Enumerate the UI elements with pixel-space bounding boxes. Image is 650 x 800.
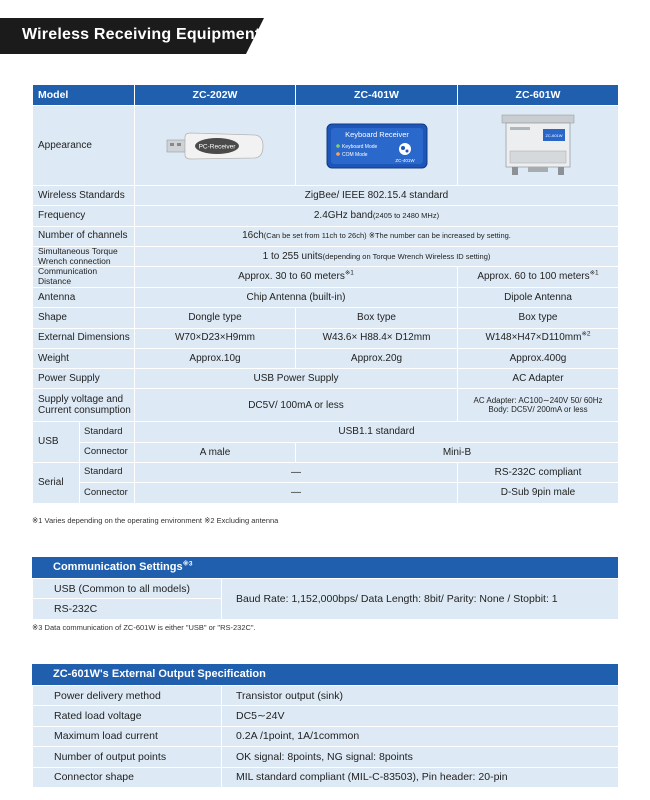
channels-note: (Can be set from 11ch to 26ch) ※The number can be increased by setting.	[263, 231, 511, 241]
channels-cell	[135, 226, 619, 246]
channels-value: 16ch	[242, 230, 264, 242]
shape-v2: Box type	[296, 308, 458, 328]
wireless-label: Wireless Standards	[33, 186, 135, 206]
communication-settings-block	[32, 557, 618, 620]
simultaneous-row	[33, 246, 619, 267]
serial-standard-v3: RS-232C compliant	[458, 463, 619, 483]
receiver-mode1: Keyboard Mode	[341, 143, 377, 150]
frequency-row	[33, 206, 619, 226]
spec-table	[32, 84, 619, 504]
weight-v2: Approx.20g	[296, 348, 458, 368]
usb-standard-value: USB1.1 standard	[135, 422, 619, 442]
supply-v12: DC5V/ 100mA or less	[135, 389, 458, 422]
wireless-value: ZigBee/ IEEE 802.15.4 standard	[135, 186, 619, 206]
external-output-title: ZC-601W's External Output Specification	[32, 664, 618, 685]
dongle-label: PC-Receiver	[198, 143, 236, 150]
header-zc601w: ZC-601W	[458, 85, 619, 106]
serial-standard-label: Standard	[80, 463, 135, 483]
usb-dongle-image	[165, 128, 265, 164]
distance-v12: Approx. 30 to 60 meters	[238, 271, 345, 283]
output-row	[33, 726, 619, 746]
simultaneous-label-line1: Simultaneous Torque	[38, 245, 118, 256]
distance-v3-sup: ※1	[589, 270, 599, 278]
receiver-model: ZC-401W	[394, 157, 415, 163]
weight-label: Weight	[33, 348, 135, 368]
receiver-title: Keyboard Receiver	[344, 129, 409, 139]
weight-v1: Approx.10g	[135, 348, 296, 368]
shape-v1: Dongle type	[135, 308, 296, 328]
distance-v3: Approx. 60 to 100 meters	[477, 271, 590, 283]
supply-row	[33, 389, 619, 422]
footnote-3: ※3 Data communication of ZC-601W is either "USB" or "RS-232C".	[32, 623, 256, 632]
box-label: ZC-601W	[545, 132, 563, 138]
distance-v3-cell	[458, 267, 619, 288]
simultaneous-cell	[135, 246, 619, 267]
comm-rs232-label: RS-232C	[33, 599, 222, 619]
usb-standard-row	[33, 422, 619, 442]
supply-label	[33, 389, 135, 422]
simultaneous-value: 1 to 255 units	[262, 250, 323, 262]
section-title-banner	[0, 18, 264, 54]
usb-standard-label: Standard	[80, 422, 135, 442]
usb-label: USB	[33, 422, 80, 463]
dimensions-v3: W148×H47×D110mm	[485, 332, 582, 344]
header-row	[33, 85, 619, 106]
usb-connector-v1: A male	[135, 442, 296, 462]
serial-standard-row	[33, 463, 619, 483]
output-label: Connector shape	[33, 767, 222, 787]
zc601w-image-cell	[458, 106, 619, 186]
box-unit-image	[498, 113, 578, 179]
output-row	[33, 747, 619, 767]
simultaneous-label	[33, 246, 135, 267]
distance-row	[33, 267, 619, 288]
appearance-label: Appearance	[33, 106, 135, 186]
supply-v3-line1: AC Adapter: AC100∼240V 50/ 60Hz	[473, 396, 603, 406]
power-v3: AC Adapter	[458, 369, 619, 389]
serial-connector-row	[33, 483, 619, 503]
output-label: Number of output points	[33, 747, 222, 767]
shape-v3: Box type	[458, 308, 619, 328]
dimensions-row	[33, 328, 619, 348]
simultaneous-label-line2: Wrench connection	[38, 255, 111, 266]
output-value: Transistor output (sink)	[222, 686, 619, 706]
communication-settings-header	[32, 557, 618, 578]
usb-connector-v23: Mini-B	[296, 442, 619, 462]
supply-v3-line2: Body: DC5V/ 200mA or less	[488, 405, 588, 415]
weight-v3: Approx.400g	[458, 348, 619, 368]
comm-usb-row	[33, 579, 619, 599]
comm-value: Baud Rate: 1,152,000bps/ Data Length: 8bit/ Parity: None / Stopbit: 1	[222, 579, 619, 620]
receiver-mode2: COM Mode	[341, 151, 368, 158]
communication-settings-table	[32, 578, 619, 620]
power-row	[33, 369, 619, 389]
distance-v12-cell	[135, 267, 458, 288]
antenna-v3: Dipole Antenna	[458, 287, 619, 307]
distance-v12-sup: ※1	[344, 270, 354, 278]
output-value: 0.2A /1point, 1A/1common	[222, 726, 619, 746]
usb-connector-label: Connector	[80, 442, 135, 462]
serial-connector-label: Connector	[80, 483, 135, 503]
dimensions-v2: W43.6× H88.4× D12mm	[296, 328, 458, 348]
header-zc401w: ZC-401W	[296, 85, 458, 106]
output-value: MIL standard compliant (MIL-C-83503), Pin header: 20-pin	[222, 767, 619, 787]
header-model: Model	[33, 85, 135, 106]
output-label: Maximum load current	[33, 726, 222, 746]
weight-row	[33, 348, 619, 368]
dimensions-label: External Dimensions	[33, 328, 135, 348]
power-label: Power Supply	[33, 369, 135, 389]
frequency-note: (2405 to 2480 MHz)	[372, 211, 440, 221]
zc202w-image-cell	[135, 106, 296, 186]
zc401w-image-cell	[296, 106, 458, 186]
serial-connector-v12: —	[135, 483, 458, 503]
supply-v3-cell	[458, 389, 619, 422]
usb-connector-row	[33, 442, 619, 462]
external-output-table	[32, 685, 619, 788]
frequency-value: 2.4GHz band	[313, 210, 373, 222]
serial-connector-v3: D-Sub 9pin male	[458, 483, 619, 503]
dimensions-v3-sup: ※2	[581, 331, 591, 339]
power-v12: USB Power Supply	[135, 369, 458, 389]
output-row	[33, 767, 619, 787]
distance-label: Communication Distance	[33, 267, 135, 288]
header-zc202w: ZC-202W	[135, 85, 296, 106]
antenna-label: Antenna	[33, 287, 135, 307]
page-title: Wireless Receiving Equipment	[22, 26, 261, 43]
shape-row	[33, 308, 619, 328]
supply-label-line1: Supply voltage and	[38, 393, 124, 405]
channels-label: Number of channels	[33, 226, 135, 246]
shape-label: Shape	[33, 308, 135, 328]
footnote-1-2: ※1 Varies depending on the operating environment ※2 Excluding antenna	[32, 516, 279, 525]
antenna-row	[33, 287, 619, 307]
serial-label: Serial	[33, 463, 80, 504]
appearance-row	[33, 106, 619, 186]
supply-label-line2: Current consumption	[38, 405, 131, 417]
external-output-block	[32, 664, 618, 788]
output-label: Rated load voltage	[33, 706, 222, 726]
antenna-v12: Chip Antenna (built-in)	[135, 287, 458, 307]
dimensions-v1: W70×D23×H9mm	[135, 328, 296, 348]
frequency-cell	[135, 206, 619, 226]
serial-standard-v12: —	[135, 463, 458, 483]
communication-settings-title: Communication Settings	[53, 561, 183, 573]
output-value: DC5∼24V	[222, 706, 619, 726]
dimensions-v3-cell	[458, 328, 619, 348]
comm-usb-label: USB (Common to all models)	[33, 579, 222, 599]
communication-settings-sup: ※3	[182, 560, 193, 568]
output-row	[33, 706, 619, 726]
frequency-label: Frequency	[33, 206, 135, 226]
output-value: OK signal: 8points, NG signal: 8points	[222, 747, 619, 767]
keyboard-receiver-image	[325, 120, 429, 172]
output-row	[33, 686, 619, 706]
channels-row	[33, 226, 619, 246]
simultaneous-note: (depending on Torque Wrench Wireless ID setting)	[322, 251, 491, 261]
wireless-row	[33, 186, 619, 206]
output-label: Power delivery method	[33, 686, 222, 706]
